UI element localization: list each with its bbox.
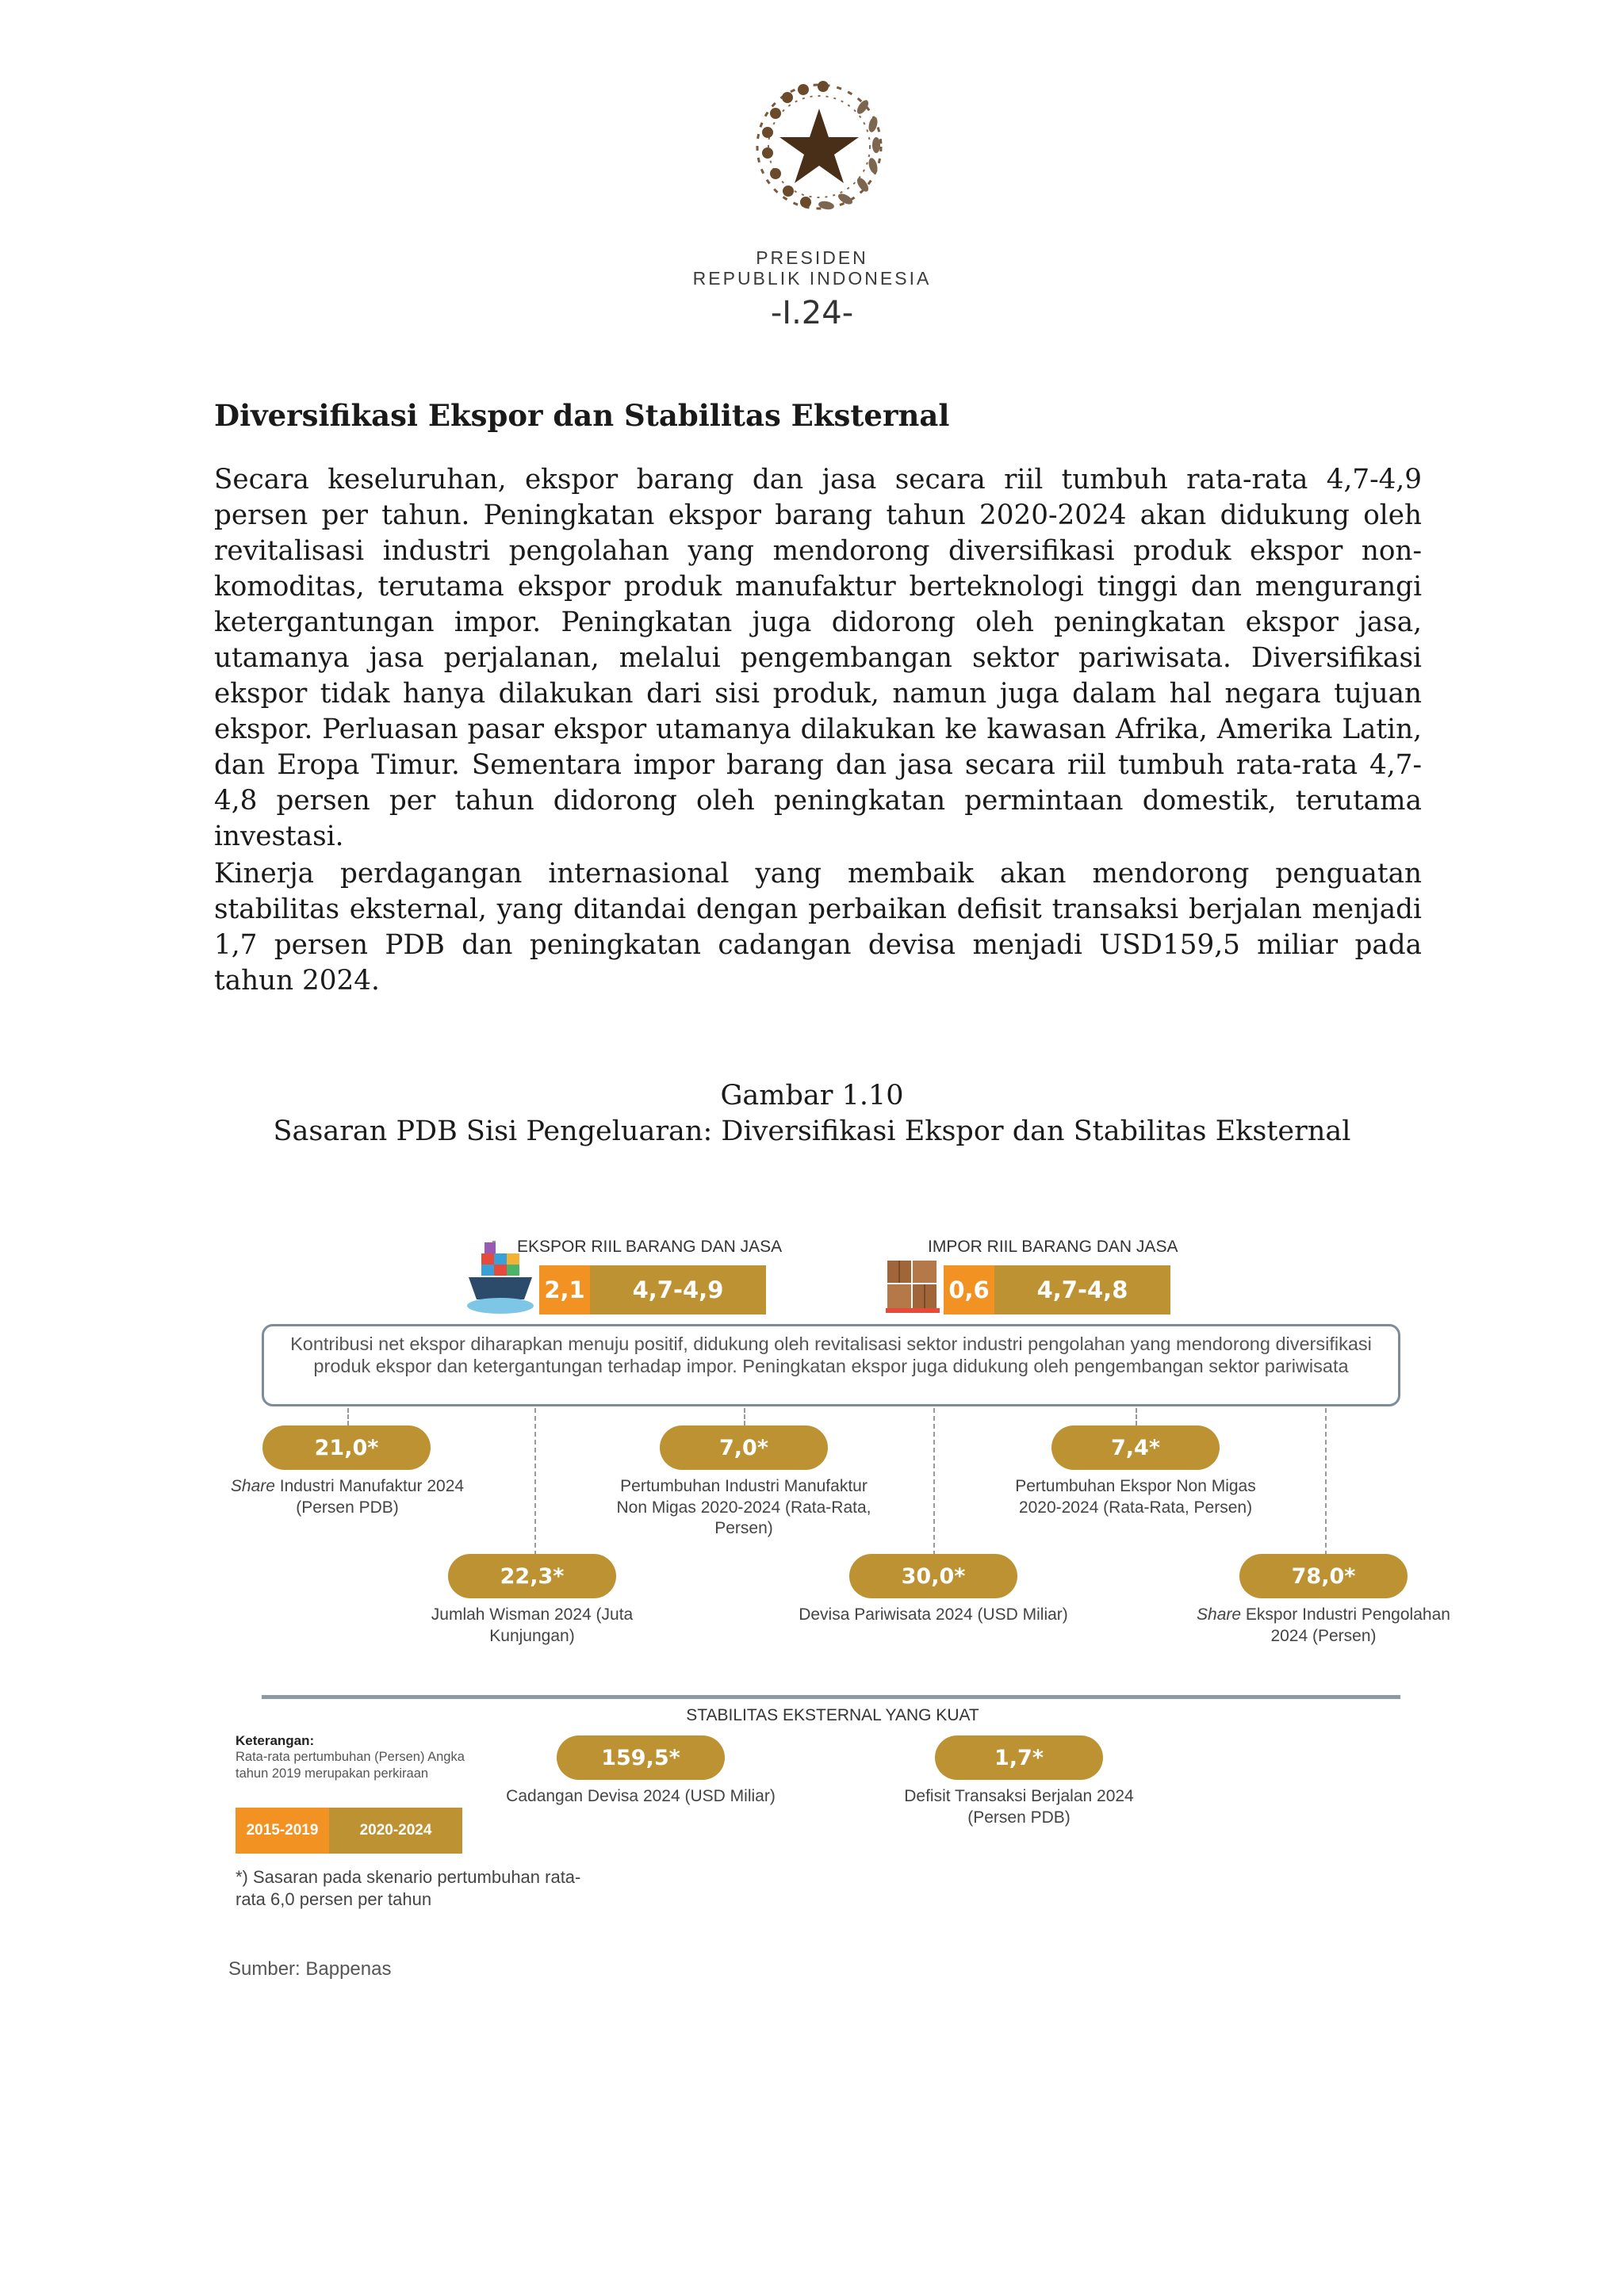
figure-number: Gambar 1.10: [720, 1080, 904, 1112]
export-value-2015-2019: 2,1: [539, 1265, 590, 1314]
import-value-2020-2024: 4,7-4,8: [994, 1265, 1170, 1314]
footnote: *) Sasaran pada skenario pertumbuhan rata-rata 6,0 persen per tahun: [236, 1867, 581, 1909]
indicator-caption: Share Ekspor Industri Pengolahan 2024 (Persen): [1197, 1605, 1450, 1645]
connector-2: [534, 1408, 536, 1556]
indicator-caption: Jumlah Wisman 2024 (Juta Kunjungan): [431, 1605, 634, 1645]
legend-period-old: 2015-2019: [236, 1808, 329, 1854]
indicator-caption: Pertumbuhan Ekspor Non Migas 2020-2024 (Rata-Rata, Persen): [1015, 1477, 1256, 1517]
indicator-caption: Devisa Pariwisata 2024 (USD Miliar): [799, 1605, 1068, 1624]
indicator-pill: 21,0*: [262, 1425, 431, 1470]
indicator-pill: 78,0*: [1239, 1554, 1408, 1598]
section-title: Diversifikasi Ekspor dan Stabilitas Eksternal: [214, 398, 950, 433]
indicator-pill: 22,3*: [448, 1554, 616, 1598]
legend-description: Rata-rata pertumbuhan (Persen) Angka tahun 2019 merupakan perkiraan: [236, 1750, 465, 1781]
garuda-star-emblem: [744, 75, 894, 218]
indicator-pill: 30,0*: [849, 1554, 1017, 1598]
import-value-2015-2019: 0,6: [944, 1265, 994, 1314]
paragraph-1: Secara keseluruhan, ekspor barang dan jasa secara riil tumbuh rata-rata 4,7-4,9 persen per tahun. Peningkatan ekspor barang tahun 2020-2024 akan didukung oleh revitalisasi industri pengolahan yang mendorong diversifikasi produk ekspor non-komoditas, terutama ekspor produk manufaktur berteknologi tinggi dan mengurangi ketergantungan impor. Peningkatan juga didorong oleh peningkatan ekspor jasa, utamanya jasa perjalanan, melalui pengembangan sektor pariwisata. Diversifikasi ekspor tidak hanya dilakukan dari sisi produk, namun juga dalam hal negara tujuan ekspor. Perluasan pasar ekspor utamanya dilakukan ke kawasan Afrika, Amerika Latin, dan Eropa Timur. Sementara impor barang dan jasa secara riil tumbuh rata-rata 4,7-4,8 persen per tahun didorong oleh peningkatan permintaan domestik, terutama investasi.: [214, 464, 1422, 852]
legend-title: Keterangan:: [236, 1733, 315, 1748]
source-note: Sumber: Bappenas: [228, 1958, 392, 1980]
stability-pill: 1,7*: [935, 1735, 1103, 1780]
stability-caption: Defisit Transaksi Berjalan 2024 (Persen PDB): [904, 1787, 1134, 1827]
indicator-pill: 7,4*: [1051, 1425, 1220, 1470]
paragraph-2: Kinerja perdagangan internasional yang membaik akan mendorong penguatan stabilitas eksternal, yang ditandai dengan perbaikan defisit transaksi berjalan menjadi 1,7 persen PDB dan peningkatan cadangan devisa menjadi USD159,5 miliar pada tahun 2024.: [214, 858, 1422, 997]
indicator-pill: 7,0*: [660, 1425, 828, 1470]
legend-bar: [236, 1808, 462, 1854]
export-bar: [539, 1265, 766, 1314]
stability-caption: Cadangan Devisa 2024 (USD Miliar): [506, 1787, 776, 1805]
indicator-caption: Pertumbuhan Industri Manufaktur Non Migas 2020-2024 (Rata-Rata, Persen): [616, 1477, 871, 1537]
connector-1: [347, 1408, 349, 1425]
export-value-2020-2024: 4,7-4,9: [590, 1265, 766, 1314]
indicator-caption: Share Industri Manufaktur 2024 (Persen PDB): [230, 1477, 465, 1517]
figure-title: Sasaran PDB Sisi Pengeluaran: Diversifikasi Ekspor dan Stabilitas Eksternal: [273, 1115, 1351, 1147]
connector-4: [933, 1408, 935, 1556]
connector-3: [744, 1408, 745, 1425]
institution-line2: REPUBLIK INDONESIA: [692, 268, 932, 289]
page-number: -I.24-: [770, 295, 854, 331]
connector-6: [1325, 1408, 1327, 1556]
section-divider: [262, 1695, 1400, 1699]
connector-5: [1136, 1408, 1137, 1425]
stability-title: STABILITAS EKSTERNAL YANG KUAT: [686, 1706, 979, 1724]
institution-line1: PRESIDEN: [756, 247, 868, 268]
contribution-box: Kontribusi net ekspor diharapkan menuju positif, didukung oleh revitalisasi sektor industri pengolahan yang mendorong diversifikasi produk ekspor dan ketergantungan terhadap impor. Peningkatan ekspor juga didukung oleh pengembangan sektor pariwisata: [262, 1324, 1400, 1406]
stability-pill: 159,5*: [557, 1735, 725, 1780]
boxes-icon: [886, 1257, 943, 1314]
export-label: EKSPOR RIIL BARANG DAN JASA: [517, 1238, 783, 1256]
import-label: IMPOR RIIL BARANG DAN JASA: [928, 1238, 1178, 1256]
import-bar: [944, 1265, 1170, 1314]
legend-period-new: 2020-2024: [329, 1808, 462, 1854]
